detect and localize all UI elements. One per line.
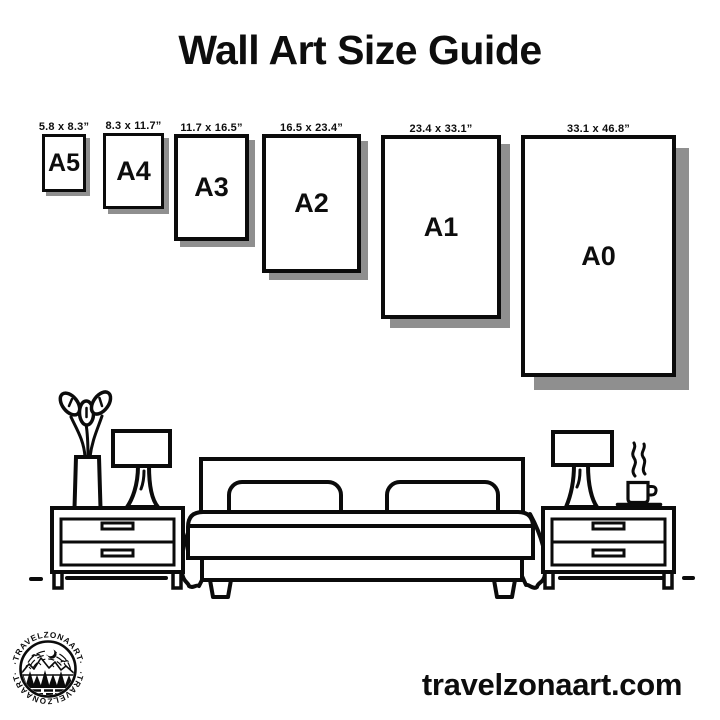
- frame-a0-label: A0: [581, 240, 616, 271]
- plant-stem: [86, 424, 88, 457]
- nightstand-leg: [173, 572, 181, 588]
- lamp-shade: [553, 432, 612, 465]
- drawer-handle: [102, 523, 133, 529]
- frame-a2: [262, 122, 361, 273]
- potted-plant-icon: [56, 388, 114, 508]
- steam-icon: [642, 444, 645, 474]
- frame-a4-dimensions: 8.3 x 11.7”: [105, 120, 162, 132]
- bed-base: [202, 558, 522, 580]
- page-title: Wall Art Size Guide: [178, 27, 542, 73]
- table-lamp-right-icon: [553, 432, 612, 507]
- frame-a1-label: A1: [423, 211, 459, 242]
- frame-a1: [381, 123, 501, 319]
- logo-text-top: ·TRAVELZONAART·: [10, 630, 86, 666]
- bed-foot-right: [494, 580, 515, 597]
- bed-icon: [182, 459, 546, 597]
- cup-body: [628, 483, 648, 503]
- frame-a4: [103, 120, 164, 209]
- lamp-base: [566, 465, 597, 507]
- nightstand-leg: [54, 572, 62, 588]
- frame-a3-label: A3: [194, 172, 229, 202]
- lamp-shade: [113, 431, 170, 466]
- nightstand-leg: [545, 572, 553, 588]
- frame-a3-dimensions: 11.7 x 16.5”: [180, 122, 243, 134]
- frame-a0-dimensions: 33.1 x 46.8”: [567, 123, 630, 135]
- mattress: [188, 512, 533, 558]
- bed-foot-left: [210, 580, 231, 597]
- coffee-cup-icon: [618, 443, 661, 505]
- frame-a2-dimensions: 16.5 x 23.4”: [280, 122, 343, 134]
- frame-a2-label: A2: [294, 188, 329, 218]
- steam-icon: [633, 443, 636, 476]
- moon-icon: [46, 648, 57, 659]
- drawer-handle: [593, 523, 624, 529]
- frame-a1-dimensions: 23.4 x 33.1”: [409, 123, 473, 135]
- bedroom-illustration: [0, 385, 720, 600]
- frame-a0: [521, 123, 676, 377]
- drawer-handle: [593, 550, 624, 556]
- frame-a5-label: A5: [48, 148, 80, 177]
- table-lamp-left-icon: [113, 431, 170, 507]
- frame-a3: [174, 122, 249, 241]
- brand-badge: [8, 628, 88, 708]
- website-url: travelzonaart.com: [421, 667, 683, 702]
- nightstand-leg: [664, 572, 672, 588]
- frame-a5: [38, 121, 90, 192]
- drawer-handle: [102, 550, 133, 556]
- logo-text-bottom: ·TRAVELZONAART·: [10, 670, 86, 706]
- vase: [75, 457, 101, 508]
- frame-a5-dimensions: 5.8 x 8.3”: [38, 121, 90, 133]
- frame-a4-label: A4: [116, 155, 151, 186]
